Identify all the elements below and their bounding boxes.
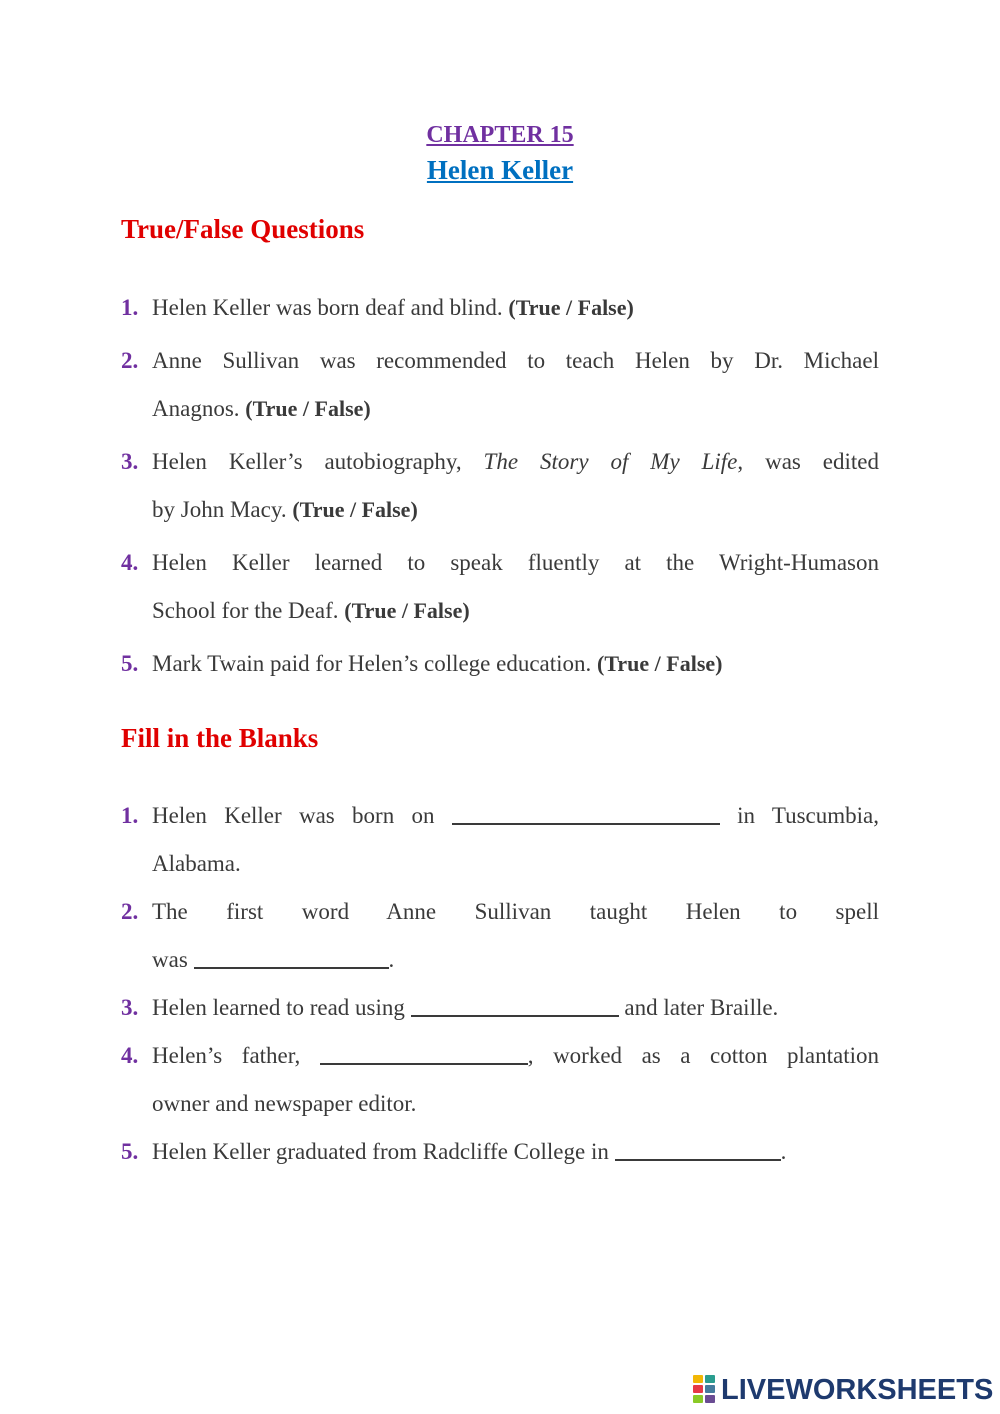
item-number: 1.: [121, 295, 139, 320]
liveworksheets-logo: [693, 1372, 993, 1408]
question-text: Helen Keller’s autobiography,: [152, 449, 462, 474]
question-text: The first word Anne Sullivan taught Helen to spell: [152, 899, 879, 924]
question-text: owner and newspaper editor.: [152, 1091, 417, 1116]
item-number: 3.: [121, 449, 139, 474]
question-text: School for the Deaf.: [152, 598, 339, 623]
list-item: [121, 539, 879, 635]
logo-text: LIVEWORKSHEETS: [721, 1373, 994, 1406]
list-item: [121, 792, 879, 888]
list-item: [121, 284, 879, 332]
item-number: 4.: [121, 550, 139, 575]
question-text: , was edited: [737, 449, 879, 474]
list-item: [121, 337, 879, 433]
true-false-choice[interactable]: (True / False): [597, 651, 723, 676]
question-text: Helen Keller graduated from Radcliffe College in: [152, 1139, 609, 1164]
question-text: Helen Keller was born deaf and blind.: [152, 295, 503, 320]
true-false-list: [121, 284, 879, 688]
question-text: Alabama.: [152, 851, 241, 876]
question-text: Mark Twain paid for Helen’s college education.: [152, 651, 592, 676]
true-false-choice[interactable]: (True / False): [344, 598, 470, 623]
question-text: Anagnos.: [152, 396, 240, 421]
item-number: 1.: [121, 803, 139, 828]
item-number: 5.: [121, 651, 139, 676]
question-text: , worked as a cotton plantation: [527, 1043, 879, 1068]
question-text: and later Braille.: [624, 995, 779, 1020]
chapter-label: CHAPTER 15: [426, 122, 574, 148]
book-title: The Story of My Life: [483, 449, 738, 474]
list-item: [121, 1128, 879, 1176]
question-text: .: [388, 947, 395, 972]
list-item: [121, 438, 879, 534]
question-text: Helen’s father,: [152, 1043, 301, 1068]
list-item: [121, 888, 879, 984]
answer-blank[interactable]: [320, 1063, 528, 1065]
question-text: by John Macy.: [152, 497, 287, 522]
answer-blank[interactable]: [452, 823, 720, 825]
item-number: 4.: [121, 1043, 139, 1068]
answer-blank[interactable]: [411, 1015, 619, 1017]
question-text: in Tuscumbia,: [737, 803, 880, 828]
question-text: Helen learned to read using: [152, 995, 405, 1020]
liveworksheets-logo-icon: [693, 1375, 717, 1405]
fill-blanks-list: [121, 792, 879, 1176]
true-false-choice[interactable]: (True / False): [245, 396, 371, 421]
question-text: Anne Sullivan was recommended to teach Helen by Dr. Michael: [152, 348, 879, 373]
item-number: 2.: [121, 348, 139, 373]
true-false-choice[interactable]: (True / False): [508, 295, 634, 320]
item-number: 5.: [121, 1139, 139, 1164]
question-text: Helen Keller learned to speak fluently at the Wright-Humason: [152, 550, 879, 575]
question-text: was: [152, 947, 188, 972]
item-number: 2.: [121, 899, 139, 924]
item-number: 3.: [121, 995, 139, 1020]
answer-blank[interactable]: [615, 1159, 781, 1161]
list-item: [121, 640, 879, 688]
true-false-heading: True/False Questions: [121, 214, 365, 244]
page-title: Helen Keller: [426, 155, 574, 185]
list-item: [121, 1032, 879, 1128]
question-text: Helen Keller was born on: [152, 803, 435, 828]
fill-blanks-heading: Fill in the Blanks: [121, 723, 319, 753]
true-false-choice[interactable]: (True / False): [292, 497, 418, 522]
answer-blank[interactable]: [194, 967, 389, 969]
question-text: .: [780, 1139, 787, 1164]
list-item: [121, 984, 879, 1032]
